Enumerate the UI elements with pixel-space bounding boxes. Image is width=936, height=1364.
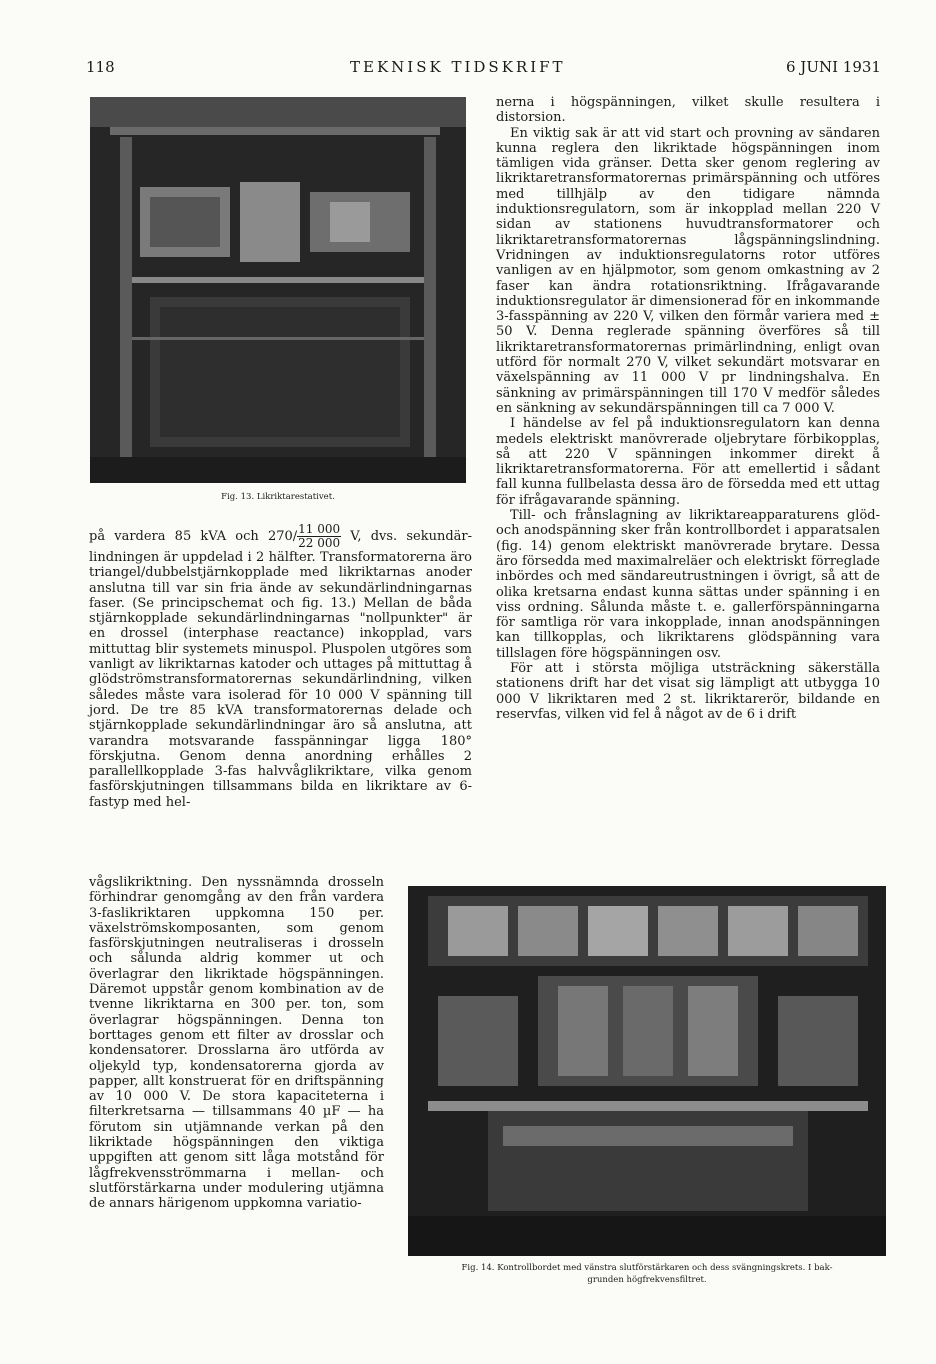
figure-14-caption <box>408 1262 886 1286</box>
right-paragraph-1: nerna i högspänningen, vilket skulle resultera i distorsion. <box>496 95 880 126</box>
figure-14-image <box>408 886 886 1256</box>
right-paragraph-4: Till- och frånslagning av likriktareapparaturens glöd- och anodspänning sker från kontrollbordet i apparatsalen (fig. 14) genom elektriskt manövrerade brytare. Dessa äro försedda med maximalreläer och elektriskt förreglade inbördes och med sändareutrustningen i övrigt, så att de olika kretsarna endast kunna sättas under spänning i en viss ordning. Sålunda måste t. e. gallerförspänningarna för samtliga rör vara inkopplade, innan anodspänningen kan tillkopplas, och likriktarens glödspänning vara tillslagen före högspänningen osv. <box>496 508 880 661</box>
equation-prefix: på vardera 85 kVA och 270/ <box>89 529 298 544</box>
figure-13-photo <box>90 97 466 483</box>
figure-14-caption-line-2: grunden högfrekvensfiltret. <box>587 1275 707 1285</box>
figure-14-caption-line-1: Fig. 14. Kontrollbordet med vänstra slutförstärkaren och dess svängningskrets. I bak- <box>461 1263 833 1273</box>
right-column <box>496 95 880 722</box>
equation-suffix: V, dvs. sekundär- <box>341 529 472 544</box>
right-paragraph-5: För att i största möjliga utsträckning säkerställa stationens drift har det visat sig lämpligt att utbygga 10 000 V likriktaren med 2 st. likriktarerör, bildande en reservfas, vilken vid fel å något av de 6 i drift <box>496 660 880 722</box>
right-paragraph-2: En viktig sak är att vid start och provning av sändaren kunna reglera den likriktade högspänningen inom tämligen vida gränser. Detta sker genom reglering av likriktaretransformatorernas primärspänning och utföres med tillhjälp av den tidigare nämnda induktionsregulatorn, som är inkopplad mellan 220 V sidan av stationens huvudtransformatorer och likriktaretransformatorernas lågspänningslindning. Vridningen av induktionsregulatorns rotor utföres vanligen av en hjälpmotor, som genom omkastning av 2 faser kan ändra rotationsriktning. Ifrågavarande induktionsregulator är dimensionerad för en inkommande 3-fasspänning av 220 V, vilken den förmår variera med ± 50 V. Denna reglerade spänning överföres så till likriktaretransformatorernas primärlindning, enligt ovan utförd för normalt 270 V, vilket sekundärt motsvarar en växelspänning av 11 000 V pr lindningshalva. En sänkning av primärspänningen till 170 V medför således en sänkning av sekundärspänningen till ca 7 000 V. <box>496 125 880 416</box>
figure-13-image <box>90 97 466 483</box>
left-paragraph-2: vågslikriktning. Den nyssnämnda drosseln förhindrar genomgång av den från vardera 3-faslikriktaren uppkomna 150 per. växelströmskomposanten, som genom fasförskjutningen neutraliseras i drosseln och sålunda aldrig kommer ut och överlagrar den likriktade högspänningen. Däremot uppstår genom kombination av de tvenne likriktarna en 300 per. ton, som överlagrar högspänningen. Denna ton borttages genom ett filter av drosslar och kondensatorer. Drosslarna äro utförda av oljekyld typ, kondensatorerna gjorda av papper, allt konstruerat för en driftspänning av 10 000 V. De stora kapaciteterna i filterkretsarna — tillsammans 40 µF — ha förutom sin utjämnande verkan på den likriktade högspänningen den viktiga uppgiften att genom sitt låga motstånd för lågfrekvensströmmarna i mellan- och slutförstärkarna under modulering utjämna de annars härigenom uppkomna variatio- <box>89 875 384 1212</box>
right-paragraph-3: I händelse av fel på induktionsregulatorn kan denna medels elektriskt manövrerade oljebrytare förbikopplas, så att 220 V spänningen inkommer direkt å likriktaretransformatorerna. För att emellertid i sådant fall kunna fullbelasta dessa äro de försedda med ett uttag för ifrågavarande spänning. <box>496 416 880 508</box>
journal-title: TEKNISK TIDSKRIFT <box>350 58 566 76</box>
fraction-numerator: 11 000 <box>298 522 341 536</box>
figure-13-caption: Fig. 13. Likriktarestativet. <box>221 492 335 502</box>
fraction <box>297 523 341 550</box>
figure-14-photo <box>408 886 886 1256</box>
left-paragraph-1-text: lindningen är uppdelad i 2 hälfter. Transformatorerna äro triangel/dubbelstjärnkopplade med likriktarnas anoder anslutna till var sin fria ände av sekundärlindningarnas faser. (Se principschemat och fig. 13.) Mellan de båda stjärnkopplade sekundärlindningarnas "nollpunkter" är en drossel (interphase reactance) inkopplad, vars mittuttag blir systemets minuspol. Pluspolen utgöres som vanligt av likriktarnas katoder och uttages på mittuttag å glödströmstransformatorernas sekundärlindning, vilken således måste vara isolerad för 10 000 V spänning till jord. De tre 85 kVA transformatorernas delade och stjärnkopplade sekundärlindningar äro så anslutna, att varandra motsvarande fasspänningar ligga 180° förskjutna. Genom denna anordning erhålles 2 parallellkopplade 3-fas halvvåglikriktare, vilka genom fasförskjutningen tillsammans bilda en likriktare av 6-fastyp med hel- <box>89 550 472 810</box>
fraction-denominator: 22 000 <box>298 536 341 550</box>
left-column-narrow <box>89 875 384 1212</box>
issue-date: 6 JUNI 1931 <box>786 58 881 76</box>
page-number: 118 <box>86 58 115 76</box>
left-column <box>89 523 472 810</box>
left-paragraph-1 <box>89 523 472 810</box>
